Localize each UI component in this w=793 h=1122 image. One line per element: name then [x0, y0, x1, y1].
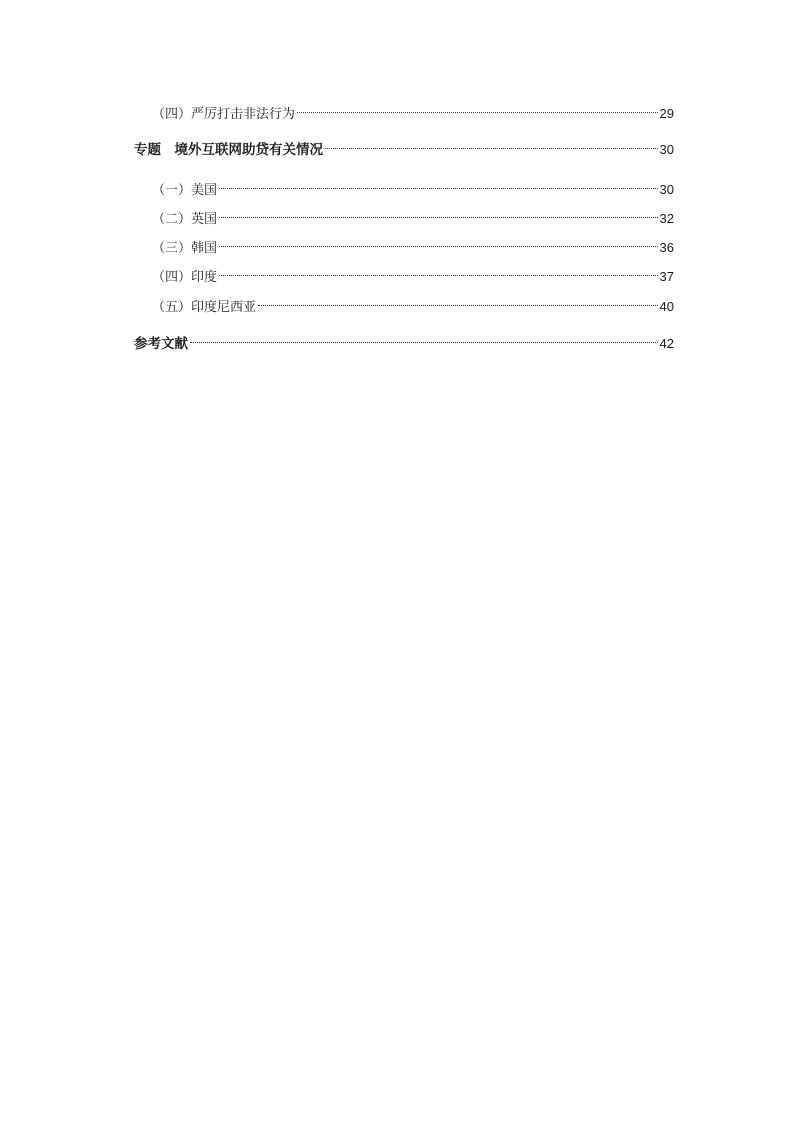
- toc-leader-dots: [297, 98, 658, 118]
- toc-section-entry[interactable]: [134, 134, 674, 158]
- toc-entry[interactable]: [152, 98, 674, 122]
- toc-entry-title: （一）美国: [152, 183, 218, 198]
- toc-entry-title: 参考文献: [134, 336, 188, 352]
- toc-entry-title: 专题 境外互联网助贷有关情况: [134, 142, 323, 158]
- toc-leader-dots: [190, 328, 658, 348]
- toc-entry[interactable]: [152, 261, 674, 285]
- toc-leader-dots: [219, 203, 658, 223]
- toc-entry[interactable]: [152, 291, 674, 315]
- toc-leader-dots: [325, 134, 658, 154]
- toc-entry-page: 42: [659, 336, 674, 351]
- toc-leader-dots: [219, 261, 658, 281]
- toc-entry-page: 36: [659, 240, 674, 255]
- toc-entry-title: （四）严厉打击非法行为: [152, 107, 296, 122]
- toc-leader-dots: [258, 291, 658, 311]
- toc-entry-page: 30: [659, 142, 674, 157]
- toc-entry-title: （五）印度尼西亚: [152, 300, 257, 315]
- toc-entry-title: （三）韩国: [152, 241, 218, 256]
- toc-section-entry[interactable]: [134, 328, 674, 352]
- toc-entry-page: 40: [659, 299, 674, 314]
- toc-entry-page: 37: [659, 269, 674, 284]
- toc-entry[interactable]: [152, 232, 674, 256]
- toc-entry[interactable]: [152, 174, 674, 198]
- toc-leader-dots: [219, 174, 658, 194]
- toc-leader-dots: [219, 232, 658, 252]
- toc-entry-page: 30: [659, 182, 674, 197]
- toc-entry-page: 29: [659, 106, 674, 121]
- toc-entry-title: （四）印度: [152, 270, 218, 285]
- toc-entry-page: 32: [659, 211, 674, 226]
- toc-entry-title: （二）英国: [152, 212, 218, 227]
- toc-entry[interactable]: [152, 203, 674, 227]
